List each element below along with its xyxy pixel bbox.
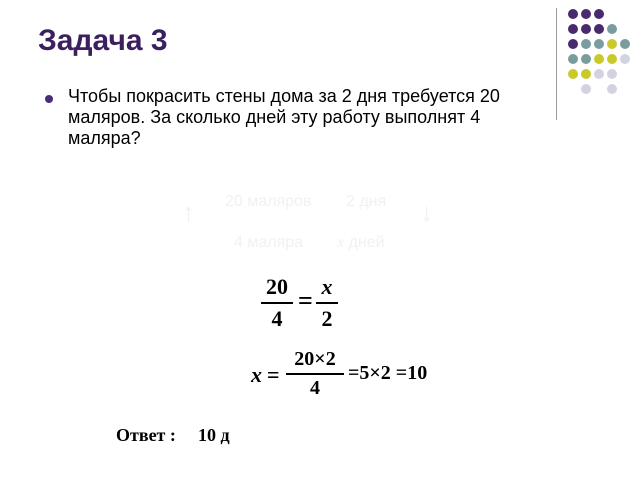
proportion-left-numerator: 20 xyxy=(266,274,288,299)
proportion-equals: = xyxy=(298,286,313,315)
decor-dot xyxy=(568,9,578,19)
decor-dot xyxy=(594,24,604,34)
fraction-bar xyxy=(286,373,344,375)
decor-divider xyxy=(556,8,557,120)
solution-variable: x xyxy=(251,362,262,387)
decor-dot xyxy=(607,84,617,94)
decor-dot xyxy=(568,69,578,79)
decor-dot xyxy=(581,84,591,94)
decor-dot-grid xyxy=(568,9,636,109)
decor-dot xyxy=(568,54,578,64)
arrow-up-icon: ↑ xyxy=(182,197,195,227)
table-row1-left: 20 маляров xyxy=(225,193,312,210)
decor-dot xyxy=(581,24,591,34)
decor-dot xyxy=(607,69,617,79)
decor-dot xyxy=(594,69,604,79)
fraction-bar xyxy=(261,302,293,304)
solution-numerator: 20×2 xyxy=(294,348,336,370)
solution-equals: = xyxy=(267,362,280,387)
table-row1-right: 2 дня xyxy=(346,193,387,210)
decor-dot xyxy=(581,9,591,19)
answer-label: Ответ : xyxy=(116,425,176,445)
solution-result: =5×2 =10 xyxy=(348,362,428,384)
table-row2-unit: дней xyxy=(344,234,385,251)
decor-dot xyxy=(607,54,617,64)
answer-value: 10 д xyxy=(198,425,230,445)
decor-dot xyxy=(620,39,630,49)
solution-denominator: 4 xyxy=(310,377,320,399)
fraction-bar xyxy=(316,302,338,304)
decor-dot xyxy=(581,69,591,79)
decor-dot xyxy=(581,39,591,49)
slide-title: Задача 3 xyxy=(38,24,168,57)
decor-dot xyxy=(607,39,617,49)
proportion-left-denominator: 4 xyxy=(271,306,283,331)
decor-dot xyxy=(594,39,604,49)
solution-fraction xyxy=(286,348,344,400)
decor-dot xyxy=(568,24,578,34)
decor-dot xyxy=(594,9,604,19)
table-row2-left: 4 маляра xyxy=(234,234,304,251)
table-row2-right xyxy=(337,234,385,252)
bullet-icon xyxy=(45,95,53,103)
decor-dot xyxy=(594,54,604,64)
decor-dot xyxy=(620,54,630,64)
proportion-right-fraction xyxy=(316,274,338,332)
decor-dot xyxy=(607,24,617,34)
problem-text: Чтобы покрасить стены дома за 2 дня требуется 20 маляров. За сколько дней эту работу выполнят 4 маляра? xyxy=(68,86,500,148)
proportion-left-fraction xyxy=(261,274,293,332)
arrow-down-icon: ↓ xyxy=(420,197,433,227)
proportion-right-numerator: x xyxy=(321,274,333,299)
decor-dot xyxy=(568,39,578,49)
decor-dot xyxy=(581,54,591,64)
table-row2-var: x xyxy=(337,234,345,251)
proportion-right-denominator: 2 xyxy=(321,306,333,331)
